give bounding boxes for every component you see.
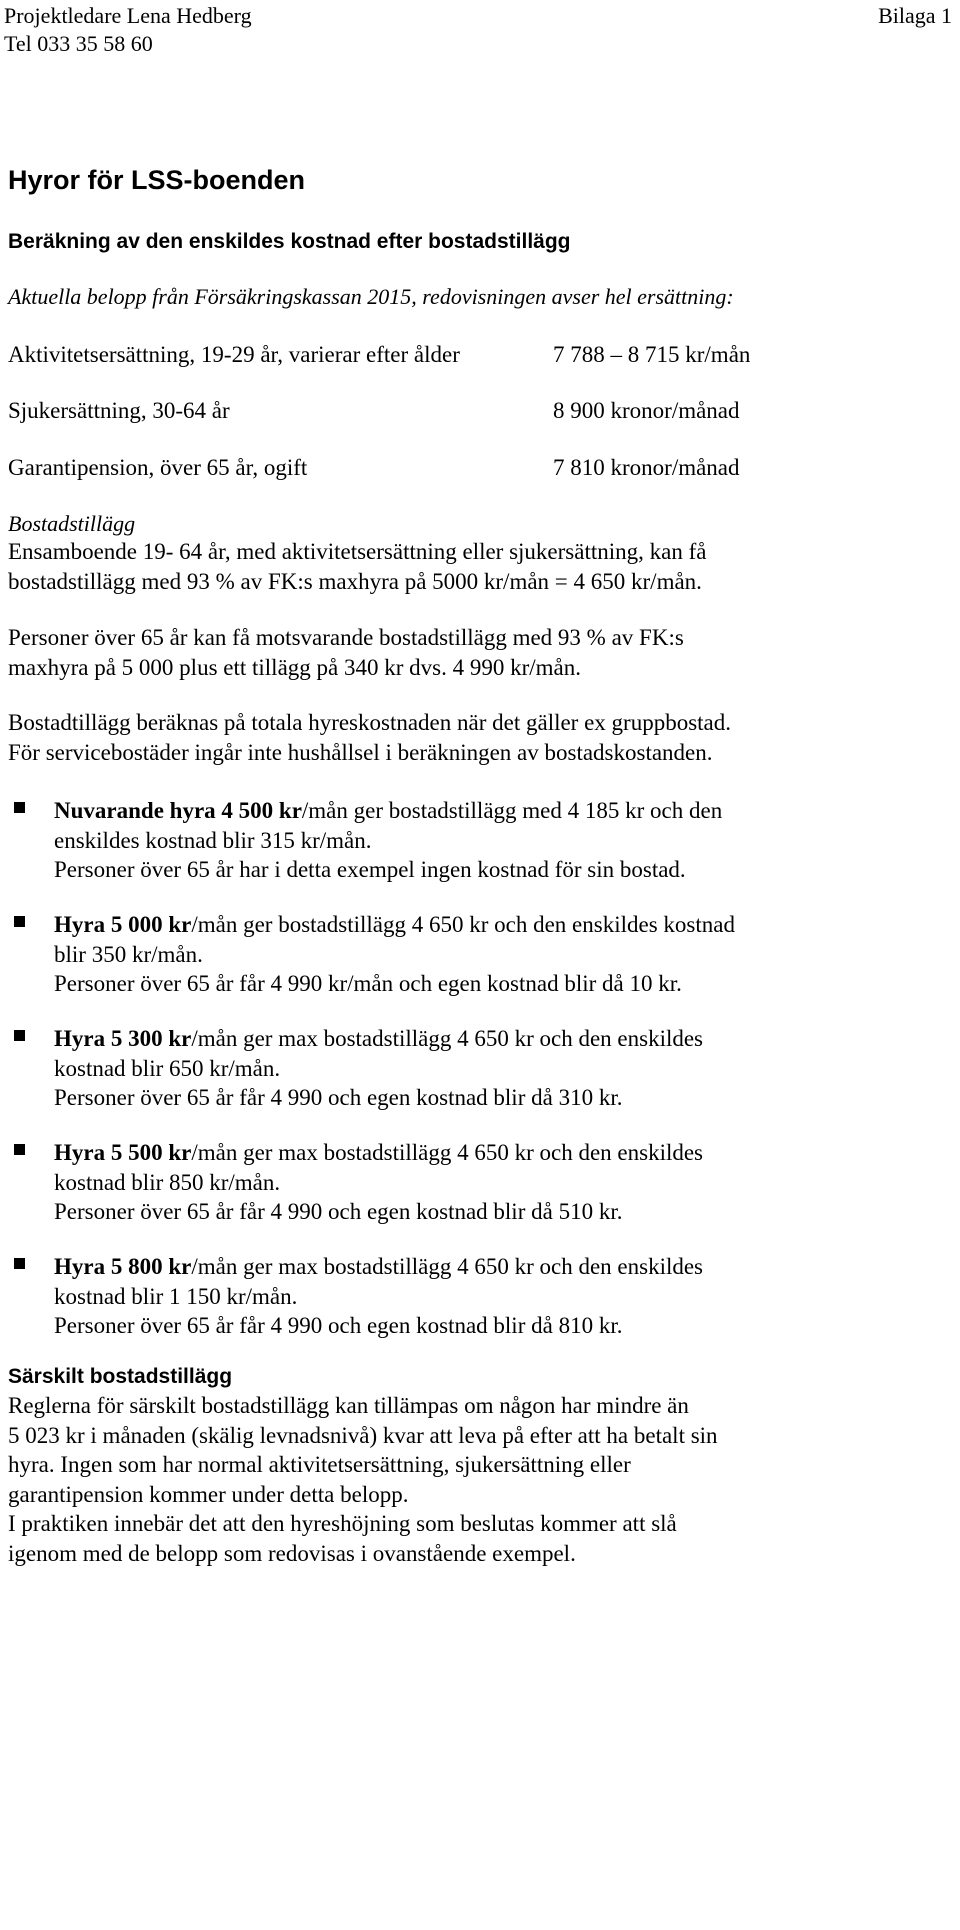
section-heading-bostadstillagg: Bostadstillägg	[8, 511, 136, 536]
example-text: enskildes kostnad blir 315 kr/mån.	[54, 827, 372, 853]
paragraph-calculation	[8, 708, 731, 767]
example-text: Personer över 65 år får 4 990 och egen kostnad blir då 810 kr.	[54, 1313, 623, 1338]
text-line: För servicebostäder ingår inte hushållsel i beräkningen av bostadskostanden.	[8, 739, 713, 765]
text-line: Reglerna för särskilt bostadstillägg kan tillämpas om någon har mindre än	[8, 1393, 689, 1418]
amount-label: Garantipension, över 65 år, ogift	[8, 455, 308, 480]
square-bullet-icon	[14, 802, 25, 813]
square-bullet-icon	[14, 916, 25, 927]
rent-amount: Hyra 5 300 kr	[54, 1026, 192, 1051]
amount-label: Aktivitetsersättning, 19-29 år, varierar efter ålder	[8, 342, 460, 367]
example-list-item	[8, 796, 948, 885]
text-line: bostadstillägg med 93 % av FK:s maxhyra på 5000 kr/mån = 4 650 kr/mån.	[8, 568, 702, 594]
square-bullet-icon	[14, 1144, 25, 1155]
amount-value: 7 788 – 8 715 kr/mån	[553, 342, 751, 367]
section-heading-sarskilt: Särskilt bostadstillägg	[8, 1365, 233, 1388]
example-text: /mån ger max bostadstillägg 4 650 kr och den enskildes	[191, 1140, 704, 1165]
contact-name: Projektledare Lena Hedberg	[4, 3, 252, 28]
paragraph-eligibility	[8, 537, 706, 596]
rent-amount: Hyra 5 800 kr	[54, 1254, 192, 1279]
text-line: Bostadtillägg beräknas på totala hyreskostnaden när det gäller ex gruppbostad.	[8, 710, 732, 735]
example-text: Personer över 65 år får 4 990 kr/mån och egen kostnad blir då 10 kr.	[54, 971, 682, 996]
text-line: Personer över 65 år kan få motsvarande bostadstillägg med 93 % av FK:s	[8, 625, 684, 650]
example-text: /mån ger bostadstillägg 4 650 kr och den enskildes kostnad	[191, 912, 735, 937]
paragraph-sarskilt	[8, 1391, 718, 1568]
example-list-item	[8, 1138, 948, 1227]
example-text: kostnad blir 1 150 kr/mån.	[54, 1283, 298, 1309]
phone-number: Tel 033 35 58 60	[4, 31, 153, 56]
example-text: kostnad blir 650 kr/mån.	[54, 1055, 281, 1081]
example-text: /mån ger bostadstillägg med 4 185 kr och den	[301, 798, 723, 823]
example-list-item	[8, 910, 948, 999]
example-text: /mån ger max bostadstillägg 4 650 kr och den enskildes	[191, 1254, 704, 1279]
rent-amount: Hyra 5 500 kr	[54, 1140, 192, 1165]
text-line: hyra. Ingen som har normal aktivitetsersättning, sjukersättning eller	[8, 1452, 631, 1477]
example-text: kostnad blir 850 kr/mån.	[54, 1169, 281, 1195]
example-text: Personer över 65 år får 4 990 och egen kostnad blir då 310 kr.	[54, 1085, 623, 1110]
amounts-intro: Aktuella belopp från Försäkringskassan 2015, redovisningen avser hel ersättning:	[8, 284, 734, 309]
section-subtitle: Beräkning av den enskildes kostnad efter bostadstillägg	[8, 230, 571, 253]
rent-amount: Hyra 5 000 kr	[54, 912, 192, 937]
amount-value: 8 900 kronor/månad	[553, 398, 740, 423]
amount-value: 7 810 kronor/månad	[553, 455, 740, 480]
rent-amount: Nuvarande hyra 4 500 kr	[54, 798, 302, 823]
square-bullet-icon	[14, 1258, 25, 1269]
example-list-item	[8, 1024, 948, 1113]
text-line: garantipension kommer under detta belopp.	[8, 1481, 409, 1507]
example-text: Personer över 65 år får 4 990 och egen kostnad blir då 510 kr.	[54, 1199, 623, 1224]
text-line: 5 023 kr i månaden (skälig levnadsnivå) kvar att leva på efter att ha betalt sin	[8, 1422, 718, 1448]
text-line: igenom med de belopp som redovisas i ovanstående exempel.	[8, 1540, 576, 1566]
text-line: I praktiken innebär det att den hyreshöjning som beslutas kommer att slå	[8, 1511, 677, 1536]
example-text: Personer över 65 år har i detta exempel ingen kostnad för sin bostad.	[54, 857, 686, 882]
square-bullet-icon	[14, 1030, 25, 1041]
attachment-label: Bilaga 1	[878, 3, 952, 28]
amount-label: Sjukersättning, 30-64 år	[8, 398, 230, 423]
text-line: Ensamboende 19- 64 år, med aktivitetsersättning eller sjukersättning, kan få	[8, 539, 707, 564]
paragraph-over-65	[8, 623, 684, 682]
example-text: blir 350 kr/mån.	[54, 941, 203, 967]
page-title: Hyror för LSS-boenden	[8, 165, 306, 195]
text-line: maxhyra på 5 000 plus ett tillägg på 340 kr dvs. 4 990 kr/mån.	[8, 654, 581, 680]
example-text: /mån ger max bostadstillägg 4 650 kr och den enskildes	[191, 1026, 704, 1051]
example-list-item	[8, 1252, 948, 1341]
